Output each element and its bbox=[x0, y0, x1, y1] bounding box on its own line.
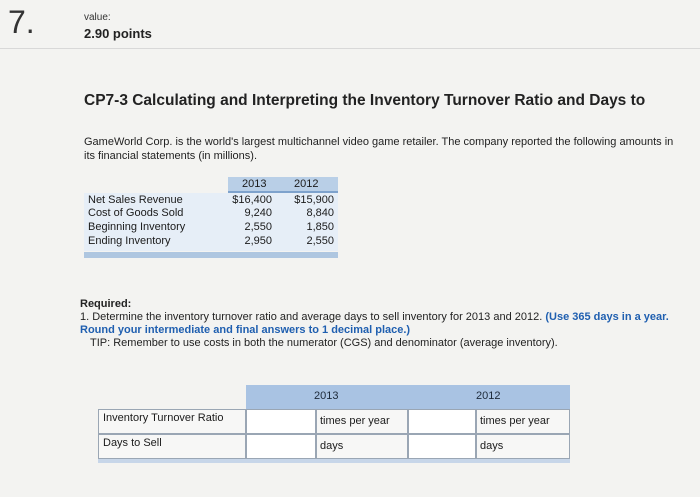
table-row bbox=[84, 207, 338, 221]
row-label: Ending Inventory bbox=[88, 235, 171, 247]
table-row bbox=[84, 235, 338, 249]
value-2012: 8,840 bbox=[306, 207, 334, 219]
days-to-sell-2013-input[interactable] bbox=[246, 434, 316, 459]
value-2013: 9,240 bbox=[244, 207, 272, 219]
inventory-turnover-2012-input[interactable] bbox=[408, 409, 476, 434]
table-row bbox=[84, 194, 338, 208]
days-to-sell-2012-input[interactable] bbox=[408, 434, 476, 459]
unit-times-per-year-2013: times per year bbox=[316, 409, 408, 434]
divider bbox=[0, 48, 700, 49]
problem-intro: GameWorld Corp. is the world's largest multichannel video game retailer. The company reported the following amounts in its financial statements (in millions). bbox=[84, 136, 674, 162]
inventory-turnover-2013-input[interactable] bbox=[246, 409, 316, 434]
row-label: Cost of Goods Sold bbox=[88, 207, 184, 219]
points-value: 2.90 points bbox=[84, 26, 152, 41]
row-label: Net Sales Revenue bbox=[88, 194, 183, 206]
answer-table-footer bbox=[98, 459, 570, 463]
value-2013: 2,550 bbox=[244, 221, 272, 233]
required-item-text: 1. Determine the inventory turnover ratio and average days to sell inventory for 2013 and 2012. bbox=[80, 311, 543, 323]
table-row bbox=[84, 221, 338, 235]
required-section bbox=[80, 298, 690, 350]
required-item bbox=[80, 311, 690, 337]
value-2012: 2,550 bbox=[306, 235, 334, 247]
value-2013: 2,950 bbox=[244, 235, 272, 247]
answer-header-2013: 2013 bbox=[314, 390, 339, 402]
value-2012: $15,900 bbox=[294, 194, 334, 206]
unit-days-2012: days bbox=[476, 434, 570, 459]
answer-header-2012: 2012 bbox=[476, 390, 501, 402]
problem-title: CP7-3 Calculating and Interpreting the Inventory Turnover Ratio and Days to bbox=[84, 92, 646, 109]
year-header-2013: 2013 bbox=[242, 178, 267, 190]
row-label: Beginning Inventory bbox=[88, 221, 186, 233]
answer-header bbox=[246, 385, 570, 409]
days-to-sell-label: Days to Sell bbox=[98, 434, 246, 459]
tip-text: TIP: Remember to use costs in both the numerator (CGS) and denominator (average inventory). bbox=[90, 337, 558, 349]
unit-days-2013: days bbox=[316, 434, 408, 459]
value-2012: 1,850 bbox=[306, 221, 334, 233]
inventory-turnover-label: Inventory Turnover Ratio bbox=[98, 409, 246, 434]
year-header bbox=[228, 177, 338, 193]
value-label: value: bbox=[84, 12, 111, 23]
answer-table bbox=[98, 385, 570, 460]
unit-times-per-year-2012: times per year bbox=[476, 409, 570, 434]
required-heading: Required: bbox=[80, 298, 132, 310]
value-2013: $16,400 bbox=[232, 194, 272, 206]
question-number: 7. bbox=[8, 4, 35, 40]
year-header-2012: 2012 bbox=[294, 178, 319, 190]
financial-data-table bbox=[84, 177, 338, 260]
table-footer bbox=[84, 252, 338, 258]
rounding-note: (Use 365 days in a year. Round your intermediate and final answers to 1 decimal place.) bbox=[80, 311, 669, 336]
